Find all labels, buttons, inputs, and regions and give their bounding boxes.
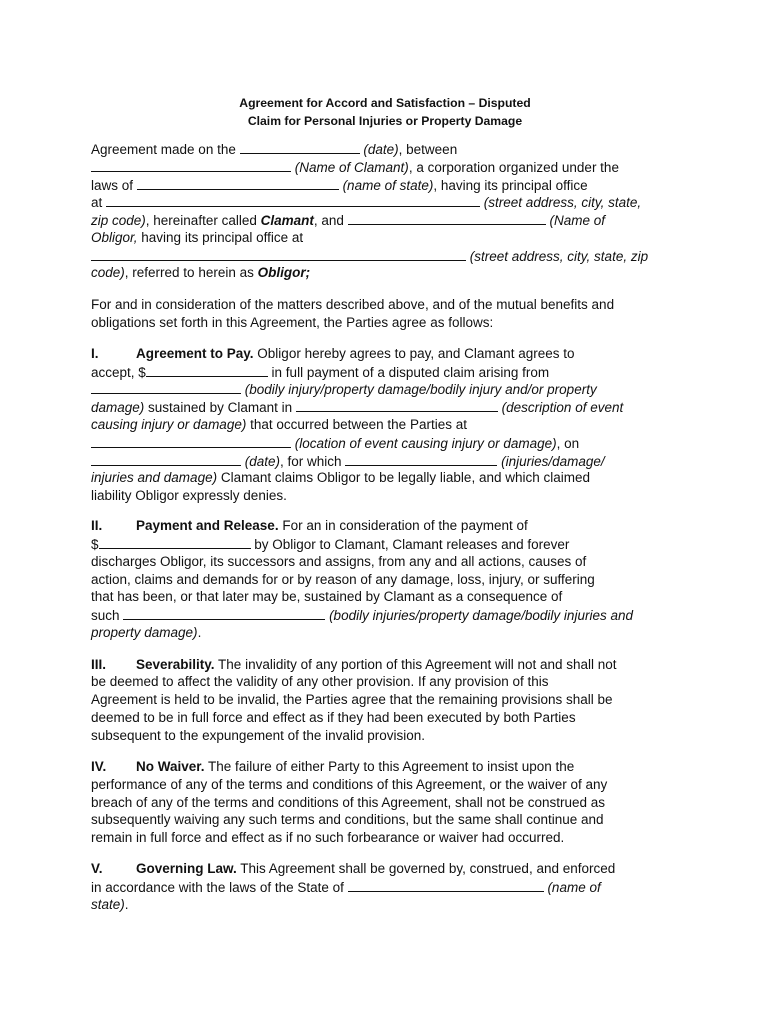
section-2-line [91, 606, 633, 625]
text: (name of state) [342, 178, 434, 193]
state-blank [137, 176, 339, 190]
text: such [91, 608, 120, 623]
text: that occurred between the Parties at [246, 417, 467, 432]
section-4-line: subsequently waiving any such terms and conditions, but the same shall continue and [91, 812, 604, 827]
consideration-line: For and in consideration of the matters described above, and of the mutual benefits and [91, 297, 615, 312]
text: (street address, city, state, [483, 195, 642, 210]
event-description-blank [296, 398, 498, 412]
text: (injuries/damage/ [501, 454, 605, 469]
obligor-name-blank [348, 211, 546, 225]
text: . [197, 625, 202, 640]
text: , referred to herein as [124, 265, 254, 280]
state-blank [348, 878, 544, 892]
text: , and [313, 213, 344, 228]
text: code) [91, 265, 125, 280]
section-3-line: deemed to be in full force and effect as if they had been executed by both Parties [91, 710, 576, 725]
text: state) [91, 897, 125, 912]
section-1-line [91, 345, 574, 363]
section-number: IV. [91, 759, 107, 774]
section-3-line: be deemed to affect the validity of any other provision. If any provision of this [91, 674, 549, 689]
text: injuries and damage) [91, 470, 218, 485]
document-title [0, 94, 770, 130]
text: (Name of [549, 213, 605, 228]
intro-line [91, 140, 457, 159]
text: zip code) [91, 213, 146, 228]
injury-type-blank [123, 606, 325, 620]
title-line-2: Claim for Personal Injuries or Property Damage [247, 114, 523, 128]
text: , for which [280, 454, 342, 469]
section-number: II. [91, 518, 103, 533]
section-4-line: remain in full force and effect as if no such forbearance or waiver had occurred. [91, 830, 565, 845]
address-blank [106, 193, 480, 207]
text: Obligor, [91, 230, 138, 245]
text: The invalidity of any portion of this Agreement will not and shall not [214, 657, 617, 672]
text: , hereinafter called [145, 213, 257, 228]
title-line-1: Agreement for Accord and Satisfaction – Disputed [239, 96, 531, 110]
section-3-line: Agreement is held to be invalid, the Parties agree that the remaining provisions shall be [91, 692, 613, 707]
section-5-line [91, 860, 615, 878]
text: (bodily injury/property damage/bodily injury and/or property [244, 382, 597, 397]
section-2-line: discharges Obligor, its successors and assigns, from any and all actions, causes of [91, 554, 587, 569]
section-heading: Agreement to Pay. [136, 346, 254, 361]
text: in accordance with the laws of the State of [91, 880, 344, 895]
section-3-line: subsequent to the expungement of the invalid provision. [91, 728, 425, 743]
text: , a corporation organized under the [408, 160, 619, 175]
claimant-name-blank [91, 158, 291, 172]
section-4-line: breach of any of the terms and conditions of this Agreement, shall not be construed as [91, 795, 606, 810]
section-heading: No Waiver. [136, 759, 205, 774]
text: , having its principal office [433, 178, 588, 193]
section-4-line: performance of any of the terms and conditions of this Agreement, or the waiver of any [91, 777, 608, 792]
text: laws of [91, 178, 134, 193]
text: (name of [547, 880, 601, 895]
section-1-line [91, 434, 579, 453]
section-number: I. [91, 346, 99, 361]
consideration-line: obligations set forth in this Agreement, the Parties agree as follows: [91, 315, 494, 330]
injury-type-blank [91, 380, 241, 394]
text: accept, $ [91, 365, 146, 380]
text: causing injury or damage) [91, 417, 247, 432]
text: For an in consideration of the payment of [278, 518, 528, 533]
section-number: V. [91, 861, 103, 876]
intro-line [91, 211, 605, 230]
text: (Name of Clamant) [294, 160, 409, 175]
section-2-line: action, claims and demands for or by reason of any damage, loss, injury, or suffering [91, 572, 595, 587]
text: . [124, 897, 129, 912]
section-number: III. [91, 657, 107, 672]
intro-line [91, 158, 619, 177]
text: $ [91, 537, 99, 552]
section-1-line [91, 469, 590, 487]
text: damage) [91, 400, 145, 415]
text: Obligor hereby agrees to pay, and Clamant agrees to [253, 346, 575, 361]
address-blank [91, 247, 466, 261]
defined-term: Obligor; [257, 265, 311, 280]
section-1-line [91, 416, 467, 434]
text: The failure of either Party to this Agreement to insist upon the [204, 759, 575, 774]
text: at [91, 195, 103, 210]
text: property damage) [91, 625, 198, 640]
text: by Obligor to Clamant, Clamant releases and forever [250, 537, 570, 552]
amount-blank [99, 535, 251, 549]
text: , between [398, 142, 458, 157]
injuries-blank [345, 452, 497, 466]
text: having its principal office at [137, 230, 304, 245]
text: (date) [244, 454, 281, 469]
section-1-line [91, 398, 623, 417]
intro-line [91, 193, 641, 212]
section-5-line [91, 896, 129, 914]
text: in full payment of a disputed claim arising from [267, 365, 550, 380]
section-2-line [91, 624, 201, 642]
section-2-line [91, 517, 528, 535]
section-heading: Payment and Release. [136, 518, 279, 533]
section-1-line: liability Obligor expressly denies. [91, 488, 287, 503]
amount-blank [146, 363, 268, 377]
intro-line [91, 229, 303, 247]
text: Clamant claims Obligor to be legally liable, and which claimed [217, 470, 591, 485]
section-1-line [91, 380, 597, 399]
section-heading: Governing Law. [136, 861, 237, 876]
text: sustained by Clamant in [144, 400, 293, 415]
date-blank [91, 452, 241, 466]
section-5-line [91, 878, 601, 897]
section-3-line [91, 656, 617, 674]
text: (street address, city, state, zip [469, 249, 649, 264]
text: (description of event [501, 400, 624, 415]
text: (location of event causing injury or damage) [294, 436, 557, 451]
section-2-line [91, 535, 569, 554]
location-blank [91, 434, 291, 448]
date-blank [240, 140, 360, 154]
text: , on [556, 436, 580, 451]
intro-line [91, 264, 310, 282]
text: (date) [363, 142, 399, 157]
text: Agreement made on the [91, 142, 236, 157]
defined-term: Clamant [260, 213, 314, 228]
text: (bodily injuries/property damage/bodily injuries and [329, 608, 633, 623]
text: This Agreement shall be governed by, construed, and enforced [236, 861, 616, 876]
section-4-line [91, 758, 574, 776]
section-2-line: that has been, or that later may be, sustained by Clamant as a consequence of [91, 589, 563, 604]
section-heading: Severability. [136, 657, 215, 672]
